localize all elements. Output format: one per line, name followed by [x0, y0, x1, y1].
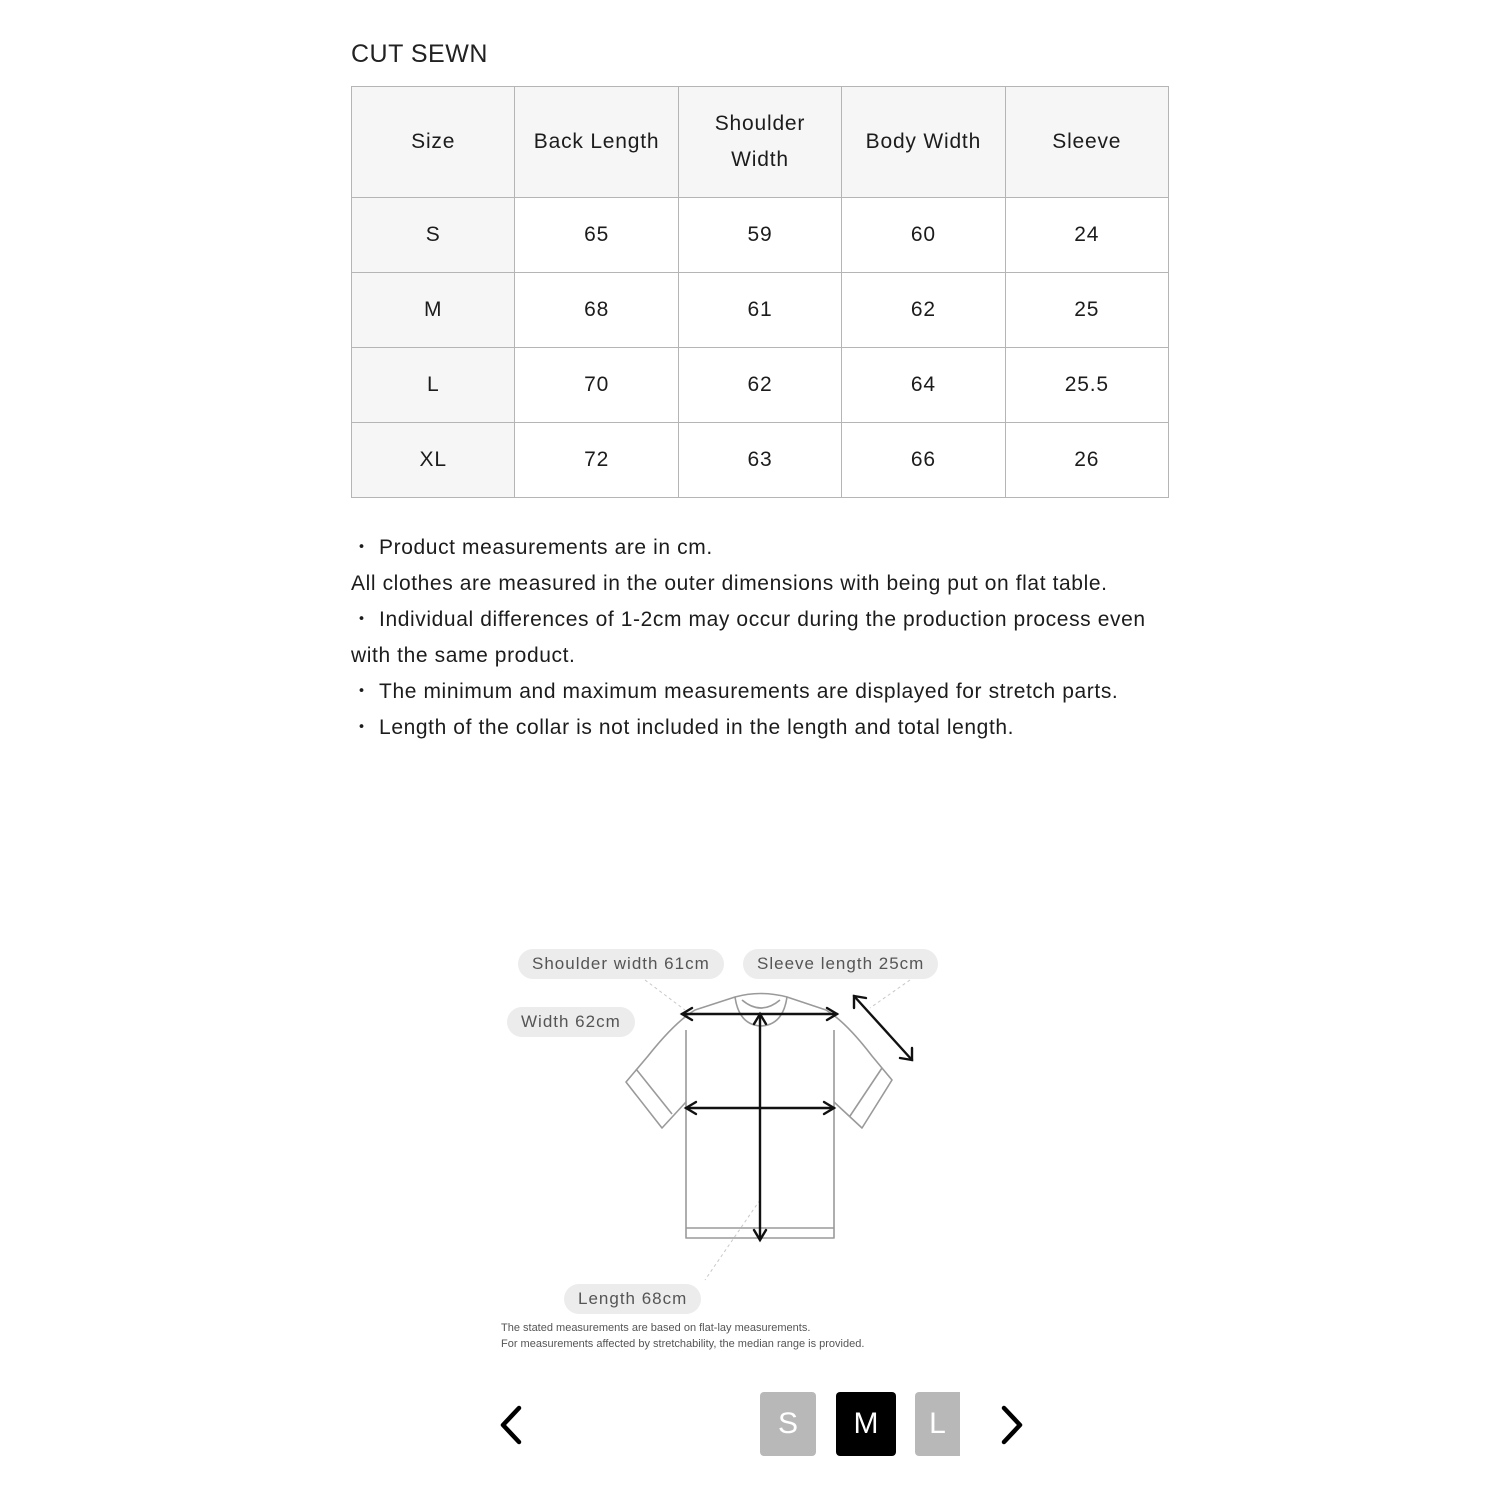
header-shoulder-width-label: Shoulder Width	[714, 112, 806, 171]
header-back-length: Back Length	[515, 87, 678, 198]
cell-size: S	[352, 198, 515, 273]
size-pager	[0, 1390, 1500, 1460]
header-body-width: Body Width	[842, 87, 1005, 198]
header-shoulder-width	[678, 87, 841, 198]
cell-sleeve: 25.5	[1005, 348, 1168, 423]
note-line: ・ The minimum and maximum measurements are displayed for stretch parts.	[351, 680, 1119, 703]
cell-sleeve: 26	[1005, 423, 1168, 498]
disclaimer-line: For measurements affected by stretchability, the median range is provided.	[501, 1338, 865, 1350]
tshirt-diagram-icon	[480, 930, 1000, 1360]
cell-shoulder-width: 63	[678, 423, 841, 498]
cell-back-length: 68	[515, 273, 678, 348]
measurement-diagram	[480, 930, 1000, 1360]
header-sleeve: Sleeve	[1005, 87, 1168, 198]
table-row	[352, 423, 1169, 498]
shoulder-width-label: Shoulder width 61cm	[518, 949, 724, 979]
cell-shoulder-width: 61	[678, 273, 841, 348]
cell-size: XL	[352, 423, 515, 498]
cell-size: M	[352, 273, 515, 348]
measurement-notes	[351, 530, 1151, 746]
sleeve-length-label: Sleeve length 25cm	[743, 949, 938, 979]
cell-body-width: 62	[842, 273, 1005, 348]
chevron-right-icon	[998, 1404, 1028, 1446]
cell-body-width: 60	[842, 198, 1005, 273]
cell-back-length: 72	[515, 423, 678, 498]
table-row	[352, 198, 1169, 273]
size-option-s[interactable]: S	[760, 1392, 816, 1456]
cell-back-length: 70	[515, 348, 678, 423]
note-line: ・ Product measurements are in cm.	[351, 536, 713, 559]
cell-sleeve: 25	[1005, 273, 1168, 348]
cell-size: L	[352, 348, 515, 423]
cell-shoulder-width: 59	[678, 198, 841, 273]
cell-body-width: 64	[842, 348, 1005, 423]
cell-body-width: 66	[842, 423, 1005, 498]
note-line: ・ Individual differences of 1-2cm may occur during the production process even with the same product.	[351, 608, 1146, 667]
width-label: Width 62cm	[507, 1007, 635, 1037]
note-line: All clothes are measured in the outer dimensions with being put on flat table.	[351, 572, 1108, 595]
size-option-l[interactable]: L	[915, 1392, 960, 1456]
table-header-row	[352, 87, 1169, 198]
size-option-m[interactable]: M	[836, 1392, 896, 1456]
disclaimer-line: The stated measurements are based on flat-lay measurements.	[501, 1322, 811, 1334]
table-row	[352, 273, 1169, 348]
note-line: ・ Length of the collar is not included in the length and total length.	[351, 716, 1015, 739]
page-title: CUT SEWN	[351, 40, 488, 68]
table-row	[352, 348, 1169, 423]
header-size: Size	[352, 87, 515, 198]
next-button[interactable]	[993, 1400, 1033, 1450]
cell-shoulder-width: 62	[678, 348, 841, 423]
prev-button[interactable]	[490, 1400, 530, 1450]
size-chart-table	[351, 86, 1169, 498]
length-label: Length 68cm	[564, 1284, 701, 1314]
cell-back-length: 65	[515, 198, 678, 273]
chevron-left-icon	[495, 1404, 525, 1446]
cell-sleeve: 24	[1005, 198, 1168, 273]
